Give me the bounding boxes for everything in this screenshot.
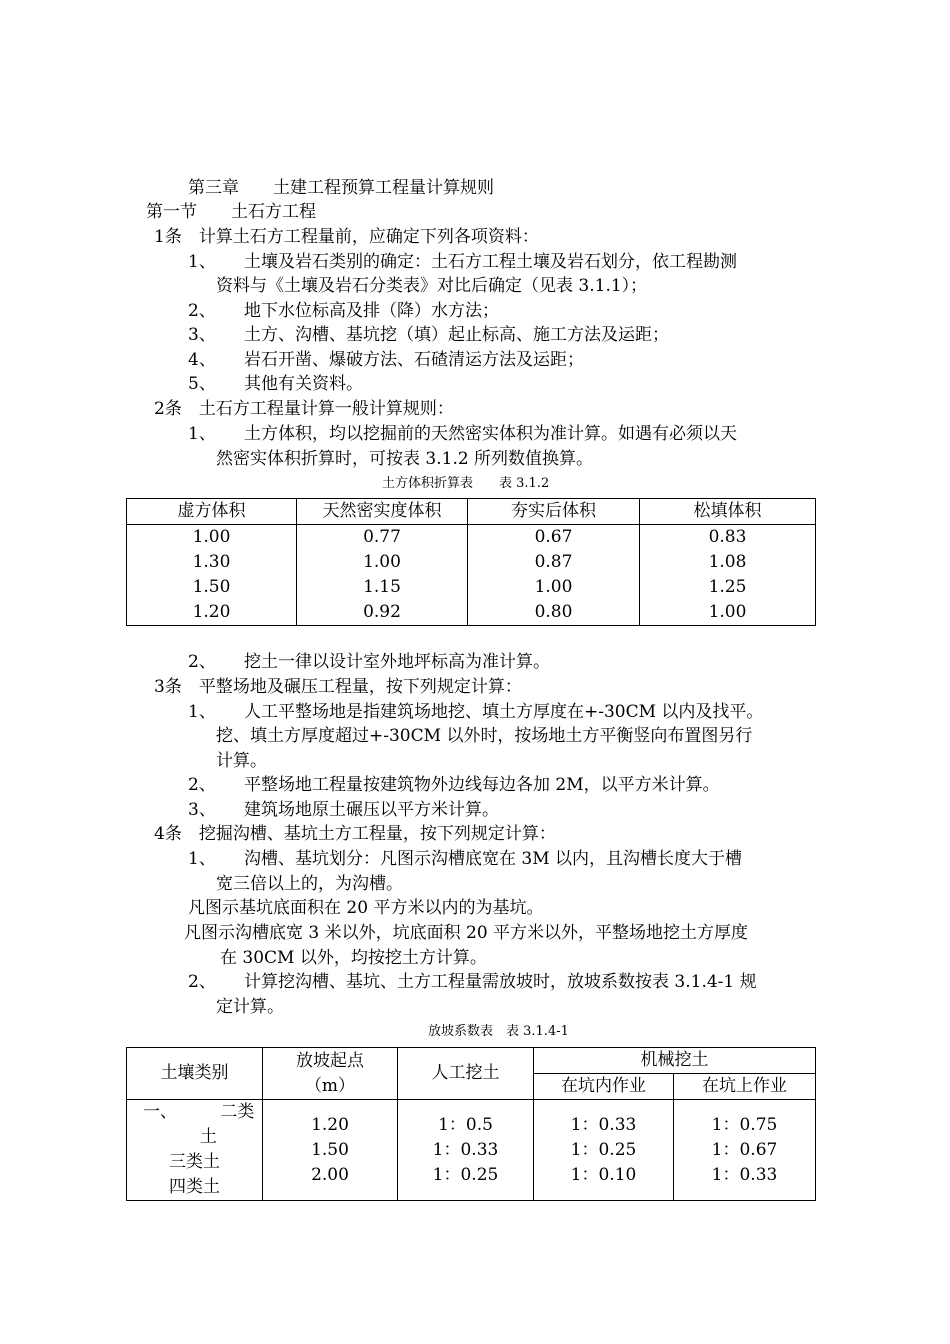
soil-text: 一、 [143, 1102, 177, 1122]
table-value: 1：0.67 [711, 1139, 778, 1160]
table-cell: 1.00 [297, 550, 468, 575]
paragraph-cont: 在 30CM 以外，均按挖土方计算。 [220, 948, 487, 968]
soil-line: 四类土 [169, 1177, 220, 1197]
table-value: 1：0.33 [570, 1114, 637, 1135]
paragraph: 凡图示沟槽底宽 3 米以外，坑底面积 20 平方米以外，平整场地挖土方厚度 [184, 923, 749, 943]
slope-coefficient-table [126, 1047, 816, 1201]
article-1-title: 1条 计算土石方工程量前，应确定下列各项资料： [154, 227, 539, 247]
table-value: 1.50 [311, 1139, 349, 1160]
table-value: 1.20 [311, 1114, 349, 1135]
table-value: 1：0.25 [432, 1164, 499, 1185]
list-item-text: 人工平整场地是指建筑场地挖、填土方厚度在+-30CM 以内及找平。 [244, 702, 764, 722]
table-cell: 0.80 [468, 600, 640, 626]
header-cell: 虚方体积 [127, 499, 297, 525]
list-number: 2、 [188, 301, 216, 321]
list-number: 2、 [188, 775, 216, 795]
table-cell: 1.00 [468, 575, 640, 600]
header-line: （m） [304, 1075, 356, 1096]
soil-line: 三类土 [169, 1152, 220, 1172]
header-cell: 在坑内作业 [534, 1074, 674, 1100]
list-number: 5、 [188, 374, 216, 394]
list-item-text-cont: 资料与《土壤及岩石分类表》对比后确定（见表 3.1.1）； [216, 276, 648, 296]
list-item-text-cont: 然密实体积折算时，可按表 3.1.2 所列数值换算。 [216, 449, 594, 469]
header-cell [263, 1048, 398, 1100]
table-cell: 1.25 [640, 575, 816, 600]
table-cell: 0.87 [468, 550, 640, 575]
table-caption: 土方体积折算表 表 3.1.2 [382, 476, 550, 491]
list-number: 3、 [188, 325, 216, 345]
list-item-text: 计算挖沟槽、基坑、土方工程量需放坡时，放坡系数按表 3.1.4-1 规 [244, 972, 757, 992]
soil-line [127, 1100, 262, 1125]
header-cell: 机械挖土 [534, 1048, 816, 1074]
chapter-title: 第三章 土建工程预算工程量计算规则 [188, 178, 494, 198]
table-value: 1：0.10 [570, 1164, 637, 1185]
section-title: 第一节 土石方工程 [146, 202, 316, 222]
table-value: 1：0.25 [570, 1139, 637, 1160]
table-cell: 0.92 [297, 600, 468, 626]
volume-conversion-table [126, 498, 816, 626]
table-cell: 0.83 [640, 525, 816, 551]
list-item-text: 平整场地工程量按建筑物外边线每边各加 2M，以平方米计算。 [244, 775, 720, 795]
table-cell: 1.50 [127, 575, 297, 600]
header-cell: 夯实后体积 [468, 499, 640, 525]
header-cell: 人工挖土 [398, 1048, 534, 1100]
list-item-text: 岩石开凿、爆破方法、石碴清运方法及运距； [244, 350, 584, 370]
soil-class-cell [127, 1100, 263, 1201]
list-item-text: 建筑场地原土碾压以平方米计算。 [244, 800, 499, 820]
list-number: 1、 [188, 424, 216, 444]
table-value: 1：0.5 [438, 1114, 493, 1135]
table-header-row [127, 1048, 816, 1074]
table-row [127, 525, 816, 551]
list-item-text: 土方体积，均以挖掘前的天然密实体积为准计算。如遇有必须以天 [244, 424, 737, 444]
table-cell: 0.77 [297, 525, 468, 551]
list-item-text-cont: 挖、填土方厚度超过+-30CM 以外时，按场地土方平衡竖向布置图另行 [216, 726, 753, 746]
slope-start-cell [263, 1100, 398, 1201]
list-item-text: 其他有关资料。 [244, 374, 363, 394]
header-line: 放坡起点 [296, 1050, 364, 1071]
list-item-text: 地下水位标高及排（降）水方法； [244, 301, 499, 321]
soil-text: 二类 [220, 1102, 255, 1122]
table-row [127, 550, 816, 575]
list-item-text-cont: 定计算。 [216, 997, 284, 1017]
manual-cell [398, 1100, 534, 1201]
table-cell: 1.00 [127, 525, 297, 551]
list-number: 2、 [188, 652, 216, 672]
paragraph: 凡图示基坑底面积在 20 平方米以内的为基坑。 [188, 898, 544, 918]
table-row [127, 600, 816, 626]
list-number: 4、 [188, 350, 216, 370]
header-cell: 土壤类别 [127, 1048, 263, 1100]
list-item-text: 土壤及岩石类别的确定：土石方工程土壤及岩石划分，依工程勘测 [244, 252, 737, 272]
soil-line: 土 [200, 1127, 217, 1147]
list-item-text-cont: 计算。 [216, 751, 267, 771]
table-cell: 1.30 [127, 550, 297, 575]
list-number: 1、 [188, 702, 216, 722]
table-cell: 0.67 [468, 525, 640, 551]
list-item-text: 土方、沟槽、基坑挖（填）起止标高、施工方法及运距； [244, 325, 669, 345]
table-cell: 1.00 [640, 600, 816, 626]
table-value: 1：0.75 [711, 1114, 778, 1135]
on-pit-cell [674, 1100, 816, 1201]
list-item-text-cont: 宽三倍以上的，为沟槽。 [216, 874, 403, 894]
table-caption: 放坡系数表 表 3.1.4-1 [428, 1024, 569, 1039]
table-row [127, 575, 816, 600]
list-item-text: 沟槽、基坑划分：凡图示沟槽底宽在 3M 以内，且沟槽长度大于槽 [244, 849, 743, 869]
table-value: 1：0.33 [432, 1139, 499, 1160]
table-value: 1：0.33 [711, 1164, 778, 1185]
list-number: 1、 [188, 252, 216, 272]
table-value: 2.00 [311, 1164, 349, 1185]
list-number: 3、 [188, 800, 216, 820]
header-cell: 在坑上作业 [674, 1074, 816, 1100]
article-3-title: 3条 平整场地及碾压工程量，按下列规定计算： [154, 677, 522, 697]
header-cell: 天然密实度体积 [297, 499, 468, 525]
list-number: 2、 [188, 972, 216, 992]
table-cell: 1.08 [640, 550, 816, 575]
list-number: 1、 [188, 849, 216, 869]
header-cell: 松填体积 [640, 499, 816, 525]
article-2-title: 2条 土石方工程量计算一般计算规则： [154, 399, 454, 419]
article-4-title: 4条 挖掘沟槽、基坑土方工程量，按下列规定计算： [154, 824, 556, 844]
table-header-row [127, 499, 816, 525]
table-cell: 1.20 [127, 600, 297, 626]
table-row [127, 1100, 816, 1201]
table-cell: 1.15 [297, 575, 468, 600]
list-item-text: 挖土一律以设计室外地坪标高为准计算。 [244, 652, 550, 672]
in-pit-cell [534, 1100, 674, 1201]
